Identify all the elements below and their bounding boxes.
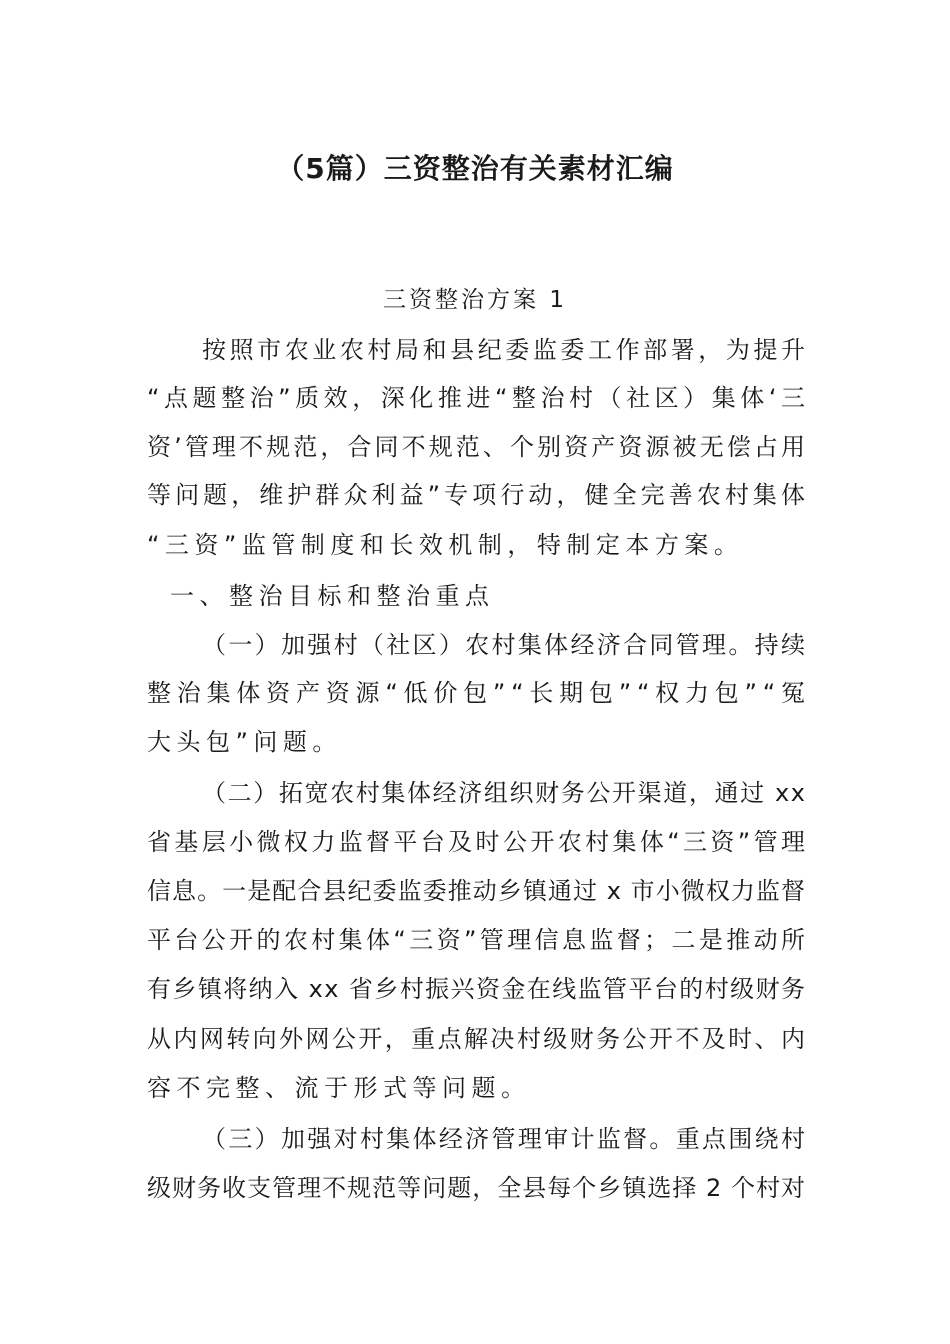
body-line: 容不完整、流于形式等问题。 — [147, 1074, 531, 1102]
body-line: 等问题，维护群众利益”专项行动，健全完善农村集体 — [147, 481, 810, 509]
body-line: “点题整治”质效，深化推进“整治村（社区）集体‘三 — [147, 384, 810, 412]
body-line: 资’管理不规范，合同不规范、个别资产资源被无偿占用 — [147, 433, 809, 461]
body-line: 大头包”问题。 — [147, 728, 342, 756]
body-line: 省基层小微权力监督平台及时公开农村集体“三资”管理 — [147, 828, 809, 856]
document-title: （5篇）三资整治有关素材汇编 — [276, 152, 674, 185]
body-line: 级财务收支管理不规范等问题，全县每个乡镇选择 2 个村对 — [147, 1174, 807, 1202]
section-subtitle: 三资整治方案 1 — [383, 287, 567, 313]
body-line: （三）加强对村集体经济管理审计监督。重点围绕村 — [202, 1125, 808, 1153]
body-line: 整治集体资产资源“低价包”“长期包”“权力包”“冤 — [147, 679, 811, 707]
body-line: “三资”监管制度和长效机制，特制定本方案。 — [147, 531, 744, 559]
body-line: 平台公开的农村集体“三资”管理信息监督；二是推动所 — [147, 926, 809, 954]
body-line: （二）拓宽农村集体经济组织财务公开渠道，通过 xx — [202, 779, 807, 807]
body-line: 信息。一是配合县纪委监委推动乡镇通过 x 市小微权力监督 — [147, 877, 807, 905]
body-line: （一）加强村（社区）农村集体经济合同管理。持续 — [202, 631, 808, 659]
body-line: 按照市农业农村局和县纪委监委工作部署，为提升 — [202, 336, 809, 364]
body-line: 从内网转向外网公开，重点解决村级财务公开不及时、内 — [147, 1025, 808, 1053]
body-line: 有乡镇将纳入 xx 省乡村振兴资金在线监管平台的村级财务 — [147, 975, 807, 1003]
section-heading: 一、整治目标和整治重点 — [170, 582, 495, 610]
